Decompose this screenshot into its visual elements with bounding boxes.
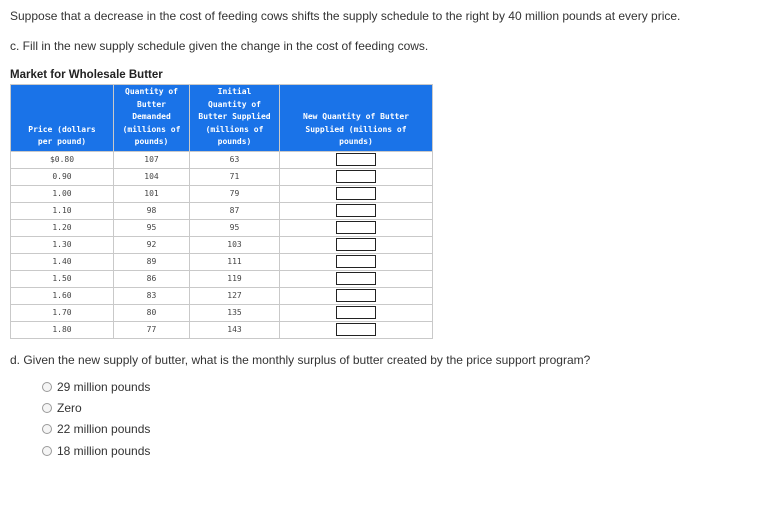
cell-new-supplied <box>280 202 433 219</box>
radio-button[interactable] <box>42 446 52 456</box>
cell-new-supplied <box>280 168 433 185</box>
butter-market-table <box>10 84 433 339</box>
cell-new-supplied <box>280 219 433 236</box>
new-supply-input[interactable] <box>336 238 376 251</box>
answer-option-4[interactable] <box>42 444 150 458</box>
new-supply-input[interactable] <box>336 255 376 268</box>
supply-table-container <box>10 84 433 339</box>
answer-option-1[interactable] <box>42 380 150 394</box>
cell-demanded: 80 <box>114 304 190 321</box>
cell-demanded: 107 <box>114 151 190 168</box>
cell-new-supplied <box>280 253 433 270</box>
cell-supplied: 63 <box>190 151 280 168</box>
new-supply-input[interactable] <box>336 221 376 234</box>
table-row <box>11 287 433 304</box>
cell-demanded: 98 <box>114 202 190 219</box>
cell-supplied: 135 <box>190 304 280 321</box>
option-label: 18 million pounds <box>57 444 151 458</box>
option-label: 29 million pounds <box>57 380 151 394</box>
cell-price: 1.50 <box>11 270 114 287</box>
cell-demanded: 101 <box>114 185 190 202</box>
cell-new-supplied <box>280 185 433 202</box>
cell-supplied: 143 <box>190 321 280 338</box>
cell-new-supplied <box>280 321 433 338</box>
cell-price: 1.30 <box>11 236 114 253</box>
cell-supplied: 71 <box>190 168 280 185</box>
cell-demanded: 83 <box>114 287 190 304</box>
answer-option-2[interactable] <box>42 401 82 415</box>
cell-new-supplied <box>280 236 433 253</box>
cell-price: 1.20 <box>11 219 114 236</box>
cell-price: 1.40 <box>11 253 114 270</box>
part-d-question: d. Given the new supply of butter, what is the monthly surplus of butter created by the price support program? <box>10 353 591 367</box>
table-row <box>11 202 433 219</box>
table-caption: Market for Wholesale Butter <box>10 69 163 81</box>
question-intro: Suppose that a decrease in the cost of feeding cows shifts the supply schedule to the right by 40 million pounds at every price. <box>10 9 681 23</box>
header-initial-quantity-supplied: Initial Quantity of Butter Supplied (millions of pounds) <box>190 85 280 152</box>
table-row <box>11 236 433 253</box>
cell-demanded: 95 <box>114 219 190 236</box>
cell-demanded: 77 <box>114 321 190 338</box>
answer-option-3[interactable] <box>42 422 150 436</box>
cell-price: 1.60 <box>11 287 114 304</box>
radio-button[interactable] <box>42 403 52 413</box>
radio-button[interactable] <box>42 382 52 392</box>
radio-button[interactable] <box>42 424 52 434</box>
table-row <box>11 168 433 185</box>
cell-new-supplied <box>280 287 433 304</box>
new-supply-input[interactable] <box>336 272 376 285</box>
cell-supplied: 95 <box>190 219 280 236</box>
cell-price: 1.70 <box>11 304 114 321</box>
header-quantity-demanded: Quantity of Butter Demanded (millions of pounds) <box>114 85 190 152</box>
cell-price: 0.90 <box>11 168 114 185</box>
new-supply-input[interactable] <box>336 289 376 302</box>
table-row <box>11 270 433 287</box>
new-supply-input[interactable] <box>336 306 376 319</box>
table-header-row <box>11 85 433 152</box>
table-row <box>11 253 433 270</box>
table-row <box>11 185 433 202</box>
option-label: 22 million pounds <box>57 422 151 436</box>
cell-demanded: 92 <box>114 236 190 253</box>
new-supply-input[interactable] <box>336 204 376 217</box>
new-supply-input[interactable] <box>336 323 376 336</box>
table-row <box>11 151 433 168</box>
header-price: Price (dollars per pound) <box>11 85 114 152</box>
table-row <box>11 219 433 236</box>
cell-demanded: 86 <box>114 270 190 287</box>
cell-price: 1.10 <box>11 202 114 219</box>
cell-new-supplied <box>280 304 433 321</box>
cell-price: $0.80 <box>11 151 114 168</box>
cell-demanded: 104 <box>114 168 190 185</box>
header-new-quantity-supplied: New Quantity of Butter Supplied (millions of pounds) <box>280 85 433 152</box>
table-row <box>11 304 433 321</box>
cell-supplied: 119 <box>190 270 280 287</box>
cell-price: 1.00 <box>11 185 114 202</box>
cell-demanded: 89 <box>114 253 190 270</box>
cell-supplied: 79 <box>190 185 280 202</box>
new-supply-input[interactable] <box>336 187 376 200</box>
cell-supplied: 111 <box>190 253 280 270</box>
cell-price: 1.80 <box>11 321 114 338</box>
part-c-instruction: c. Fill in the new supply schedule given the change in the cost of feeding cows. <box>10 39 429 53</box>
cell-new-supplied <box>280 151 433 168</box>
cell-supplied: 127 <box>190 287 280 304</box>
cell-new-supplied <box>280 270 433 287</box>
cell-supplied: 103 <box>190 236 280 253</box>
table-row <box>11 321 433 338</box>
new-supply-input[interactable] <box>336 170 376 183</box>
option-label: Zero <box>57 401 82 415</box>
new-supply-input[interactable] <box>336 153 376 166</box>
cell-supplied: 87 <box>190 202 280 219</box>
